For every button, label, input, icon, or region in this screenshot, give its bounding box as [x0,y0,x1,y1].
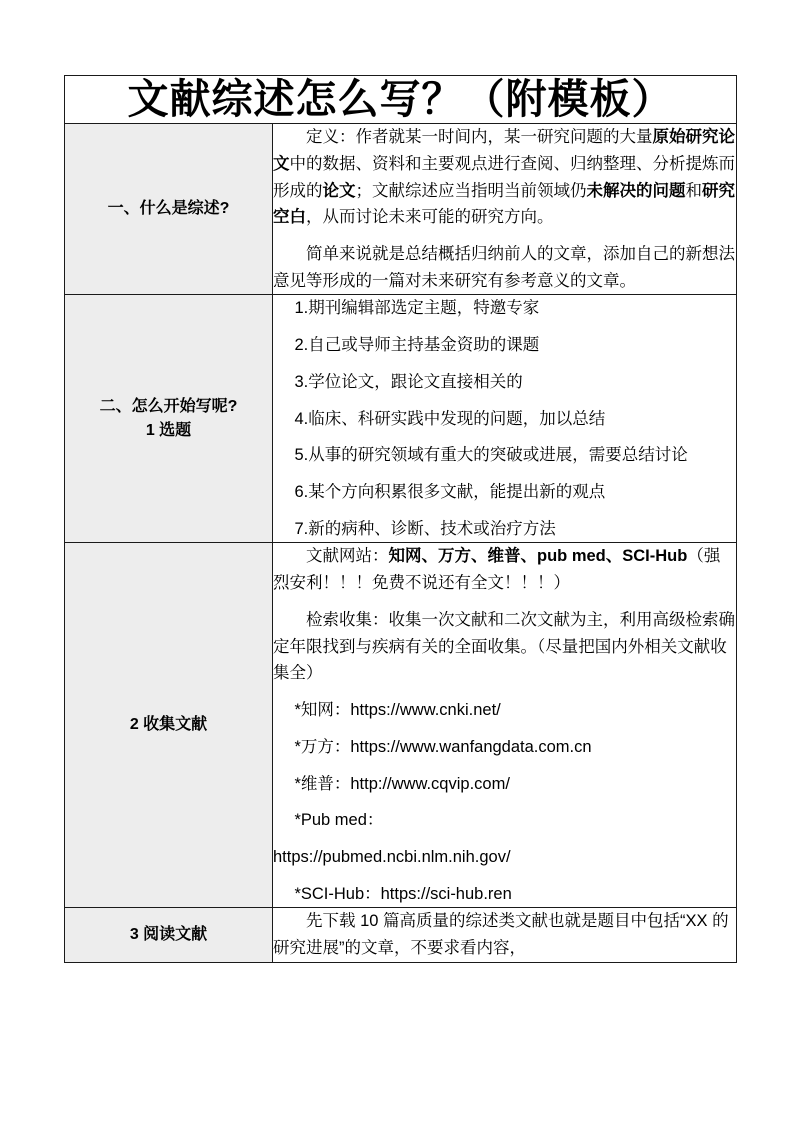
row-label-how-to-start [65,295,273,543]
page-title-cell [65,76,737,124]
row-label-text: 3 阅读文献 [129,926,208,944]
body-text: （强烈安利！！！免费不说还有全文！！！） [273,547,721,593]
row-label-read-literature [65,908,273,962]
paragraph [273,908,736,961]
list-item: 4.临床、科研实践中发现的问题，加以总结 [294,409,606,428]
body-text: 检索收集：收集一次文献和二次文献为主，利用高级检索确定年限找到与疾病有关的全面收集。（尽量把国内外相关文献收集全） [273,610,735,683]
link-item[interactable]: https://pubmed.ncbi.nlm.nih.gov/ [273,847,511,866]
body-text: ；文献综述应当指明当前领域仍 [355,181,587,200]
list-item: 2.自己或导师主持基金资助的课题 [294,336,540,355]
document-table [64,75,737,963]
table-row [65,124,737,295]
body-text: 文献网站： [306,547,389,566]
list-item: 3.学位论文，跟论文直接相关的 [294,372,523,391]
body-text: 先下载 10 篇高质量的综述类文献也就是题目中包括“XX 的研究进展”的文章，不要求看内容， [273,912,729,958]
numbered-list [273,295,736,542]
paragraph [273,124,736,231]
row-label-what-is-review [65,124,273,295]
list-item: 6.某个方向积累很多文献，能提出新的观点 [294,483,606,502]
body-text: 和 [685,181,702,200]
emphasis-text: 未解决的问题 [586,181,686,200]
row-content-how-to-start [273,295,737,543]
row-label-text: 一、什么是综述? [107,200,230,218]
body-text: ，从而讨论未来可能的研究方向。 [306,208,554,227]
row-label-text: 二、怎么开始写呢? [99,397,238,415]
row-content-collect-literature [273,543,737,908]
link-item[interactable]: *万方：https://www.wanfangdata.com.cn [294,737,592,756]
body-text: 定义：作者就某一时间内，某一研究问题的大量 [306,128,653,147]
emphasis-text: 知网、万方、维普、pub med、SCI-Hub [388,547,688,566]
page-title: 文献综述怎么写？（附模板） [127,75,674,123]
body-text: 简单来说就是总结概括归纳前人的文章，添加自己的新想法意见等形成的一篇对未来研究有参考意义的文章。 [273,245,735,290]
row-label-text: 2 收集文献 [129,716,208,734]
link-item[interactable]: *知网：https://www.cnki.net/ [294,701,501,720]
emphasis-text: 论文 [322,181,356,200]
row-content-read-literature [273,908,737,962]
row-label-collect-literature [65,543,273,908]
link-item[interactable]: *SCI-Hub：https://sci-hub.ren [294,884,512,903]
link-item[interactable]: *Pub med： [294,811,384,830]
table-row [65,543,737,908]
emphasis-text: 研究空白 [273,181,735,227]
link-item[interactable]: *维普：http://www.cqvip.com/ [294,774,510,793]
paragraph [273,241,736,294]
table-row [65,295,737,543]
link-list [273,697,736,907]
paragraph [273,607,736,687]
row-sublabel-topic-selection: 1 选题 [145,421,192,439]
row-content-what-is-review [273,124,737,295]
list-item: 5.从事的研究领域有重大的突破或进展，需要总结讨论 [294,446,688,465]
table-row-title [65,76,737,124]
list-item: 1.期刊编辑部选定主题，特邀专家 [294,299,540,318]
body-text: 中的数据、资料和主要观点进行查阅、归纳整理、分析提炼而形成的 [273,154,735,200]
emphasis-text: 原始研究论文 [273,128,735,173]
table-row [65,908,737,962]
list-item: 7.新的病种、诊断、技术或治疗方法 [294,519,556,538]
paragraph [273,543,736,596]
